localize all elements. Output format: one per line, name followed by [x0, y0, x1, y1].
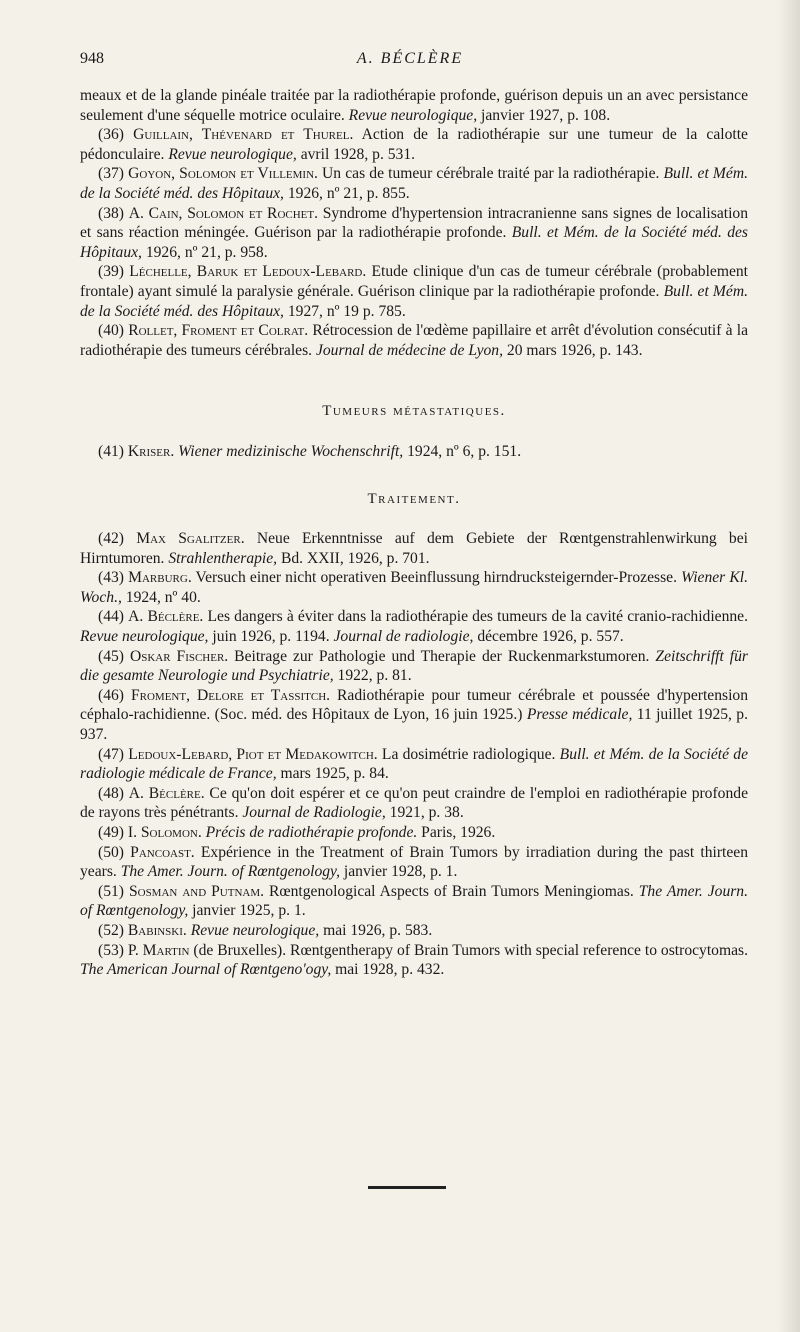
reference-group-c — [80, 529, 748, 980]
reference-journal: The Amer. Journ. of Rœntgenology, — [120, 863, 341, 881]
reference-tail-2: décembre 1926, p. 557. — [473, 628, 624, 646]
reference — [80, 745, 748, 784]
reference-tail: janvier 1928, p. 1. — [340, 863, 458, 881]
reference — [80, 823, 748, 843]
reference — [80, 882, 748, 921]
reference-tail: juin 1926, p. 1194. — [208, 628, 334, 646]
reference-authors: Sosman and Putnam. — [128, 882, 265, 900]
reference-continuation — [80, 86, 748, 125]
reference-authors: A. Béclère. — [128, 784, 205, 802]
reference-tail: janvier 1927, p. 108. — [477, 106, 611, 124]
reference-number: (44) — [98, 608, 124, 626]
reference-tail: mars 1925, p. 84. — [276, 765, 389, 783]
reference-tail: 11 juillet 1925, p. 937. — [80, 706, 748, 744]
reference-number: (42) — [98, 530, 124, 548]
reference-authors: Goyon, Solomon et Villemin. — [128, 165, 318, 183]
reference-journal: Revue neurologique, — [168, 145, 297, 163]
reference-journal: Presse médicale, — [526, 706, 633, 724]
reference — [80, 529, 748, 568]
reference-authors: Oskar Fischer. — [129, 647, 229, 665]
reference — [80, 442, 748, 462]
reference-authors: I. Solomon. — [127, 824, 202, 841]
reference-journal: The Amer. Journ. of Rœntgenology, — [80, 882, 748, 920]
closing-rule — [368, 1186, 446, 1189]
reference — [80, 125, 748, 164]
reference-tail: 1924, nº 40. — [121, 588, 201, 606]
reference-number: (51) — [98, 882, 124, 900]
reference-journal: The American Journal of Rœntgeno'ogy, — [80, 961, 332, 979]
reference-journal-2: Journal de radiologie, — [333, 628, 474, 646]
reference-number: (38) — [98, 204, 124, 222]
reference-tail: 1922, p. 81. — [333, 667, 412, 685]
reference-tail: Bd. XXII, 1926, p. 701. — [277, 549, 430, 567]
reference-journal: Bull. et Mém. de la Société de radiologie médicale de France, — [80, 745, 748, 783]
reference-authors: Pancoast. — [130, 843, 195, 861]
bibliography — [80, 86, 748, 980]
reference — [80, 686, 748, 745]
reference-text: Neue Erkenntnisse auf dem Gebiete der Rœntgenstrahlenwirkung bei Hirntumoren. — [80, 530, 748, 567]
reference-number: (40) — [98, 322, 124, 340]
reference-text: Beitrage zur Pathologie und Therapie der Ruckenmarkstumoren. — [228, 647, 656, 665]
reference-authors: Rollet, Froment et Colrat. — [128, 322, 309, 340]
reference-number: (45) — [98, 647, 124, 665]
reference-journal: Journal de Radiologie, — [242, 804, 386, 822]
reference-journal: Bull. et Mém. de la Société méd. des Hôpitaux, — [80, 165, 748, 202]
reference-number: (48) — [98, 784, 124, 802]
reference-text: Versuch einer nicht operativen Beeinflussung hirndrucksteigernder-Prozesse. — [191, 569, 682, 587]
reference — [80, 164, 748, 203]
reference-text: Etude clinique d'un cas de tumeur cérébrale (probablement frontale) ayant simulé la paralysie générale. Guérison clinique par la radiothérapie profonde. — [80, 263, 749, 300]
reference-tail: 1926, nº 21, p. 958. — [141, 243, 268, 261]
reference — [80, 784, 748, 823]
reference-authors: A. Cain, Solomon et Rochet. — [128, 204, 318, 222]
reference-text: meaux et de la glande pinéale traitée par la radiothérapie profonde, guérison depuis un an avec persistance seulement d'une séquelle motrice oculaire. — [80, 87, 748, 124]
reference-tail: 1921, p. 38. — [385, 804, 464, 822]
reference-authors: Guillain, Thévenard et Thurel. — [133, 126, 354, 144]
reference-journal: Revue neurologique, — [190, 921, 320, 939]
reference-tail: 20 mars 1926, p. 143. — [503, 341, 643, 359]
reference-text: Un cas de tumeur cérébrale traité par la radiothérapie. — [317, 165, 664, 183]
reference-number: (47) — [98, 745, 124, 763]
reference-text: Syndrome d'hypertension intracranienne sans signes de localisation et sans réaction méningée. Guérison par la radiothérapie profonde. — [80, 204, 748, 242]
reference-tail: mai 1928, p. 432. — [331, 961, 445, 979]
reference-journal: Journal de médecine de Lyon, — [315, 341, 504, 359]
reference-journal: Bull. et Mém. de la Société méd. des Hôpitaux, — [80, 282, 748, 320]
reference-number: (49) — [98, 824, 124, 841]
reference — [80, 843, 748, 882]
reference-number: (50) — [98, 843, 124, 861]
reference-journal: Strahlentherapie, — [168, 549, 278, 567]
reference-tail: 1924, nº 6, p. 151. — [403, 442, 522, 460]
reference-authors: A. Béclère. — [128, 608, 204, 626]
reference-authors: P. Martin — [127, 941, 190, 959]
reference-number: (37) — [98, 165, 124, 183]
reference — [80, 647, 748, 686]
reference-authors: Léchelle, Baruk et Ledoux-Lebard. — [129, 263, 367, 281]
reference — [80, 204, 748, 263]
reference-text: Expérience in the Treatment of Brain Tumors by irradiation during the past thirteen years. — [80, 843, 748, 881]
reference-text: Les dangers à éviter dans la radiothérapie des tumeurs de la cavité cranio-rachidienne. — [203, 608, 748, 626]
running-title: A. BÉCLÈRE — [356, 50, 464, 67]
reference-number: (36) — [98, 126, 124, 144]
reference-number: (41) — [98, 442, 124, 460]
reference — [80, 321, 748, 360]
page-edge-shadow — [778, 0, 800, 1332]
reference-group-b — [80, 442, 748, 462]
reference-number: (46) — [98, 686, 124, 704]
reference-tail: Paris, 1926. — [417, 824, 496, 841]
reference — [80, 262, 748, 321]
reference-tail: 1926, nº 21, p. 855. — [283, 184, 410, 202]
reference-text: Rœntgenological Aspects of Brain Tumors Meningiomas. — [264, 882, 639, 900]
reference-journal: Wiener Kl. Woch., — [80, 569, 748, 606]
reference-text: Ce qu'on doit espérer et ce qu'on peut craindre de l'emploi en radiothérapie profonde de rayons très pénétrants. — [80, 784, 748, 822]
reference-text: (de Bruxelles). Rœntgentherapy of Brain Tumors with special reference to ostrocytomas. — [189, 941, 748, 959]
reference-journal: Wiener medizinische Wochenschrift, — [178, 442, 404, 460]
reference-journal: Bull. et Mém. de la Société méd. des Hôpitaux, — [80, 224, 748, 261]
reference-tail: janvier 1925, p. 1. — [188, 902, 306, 920]
reference-tail: mai 1926, p. 583. — [319, 921, 433, 939]
reference-journal: Précis de radiothérapie profonde. — [205, 824, 418, 841]
reference — [80, 568, 748, 607]
reference-authors: Kriser. — [127, 442, 175, 460]
reference-journal: Revue neurologique, — [80, 628, 209, 646]
reference-number: (39) — [98, 263, 124, 281]
reference-journal: Revue neurologique, — [348, 106, 478, 124]
reference-number: (53) — [98, 941, 124, 959]
reference-journal: Zeitschrifft für die gesamte Neurologie und Psychiatrie, — [80, 647, 748, 685]
reference-number: (43) — [98, 569, 124, 587]
reference-tail: avril 1928, p. 531. — [296, 145, 416, 163]
reference — [80, 941, 748, 980]
reference — [80, 607, 748, 646]
reference-group-a — [80, 125, 748, 360]
reference — [80, 921, 748, 941]
reference-text: Radiothérapie pour tumeur cérébrale et poussée d'hypertension céphalo-rachidienne. (Soc. méd. des Hôpitaux de Lyon, 16 juin 1925.) — [80, 686, 748, 724]
section-title: Traitement. — [367, 490, 461, 507]
reference-tail: 1927, nº 19 p. 785. — [283, 302, 406, 320]
reference-authors: Froment, Delore et Tassitch. — [130, 686, 331, 704]
reference-authors: Babinski. — [127, 921, 187, 939]
page-header — [80, 50, 740, 72]
reference-authors: Max Sgalitzer. — [136, 530, 245, 548]
reference-text: Action de la radiothérapie sur une tumeur de la calotte pédonculaire. — [80, 126, 748, 163]
page-number: 948 — [80, 50, 104, 67]
section-title: Tumeurs métastatiques. — [322, 403, 506, 420]
reference-number: (52) — [98, 921, 124, 939]
reference-text: Rétrocession de l'œdème papillaire et arrêt d'évolution consécutif à la radiothérapie des tumeurs cérébrales. — [80, 322, 748, 359]
reference-authors: Marburg. — [128, 569, 192, 587]
reference-authors: Ledoux-Lebard, Piot et Medakowitch. — [128, 745, 378, 763]
reference-text: La dosimétrie radiologique. — [377, 745, 560, 763]
